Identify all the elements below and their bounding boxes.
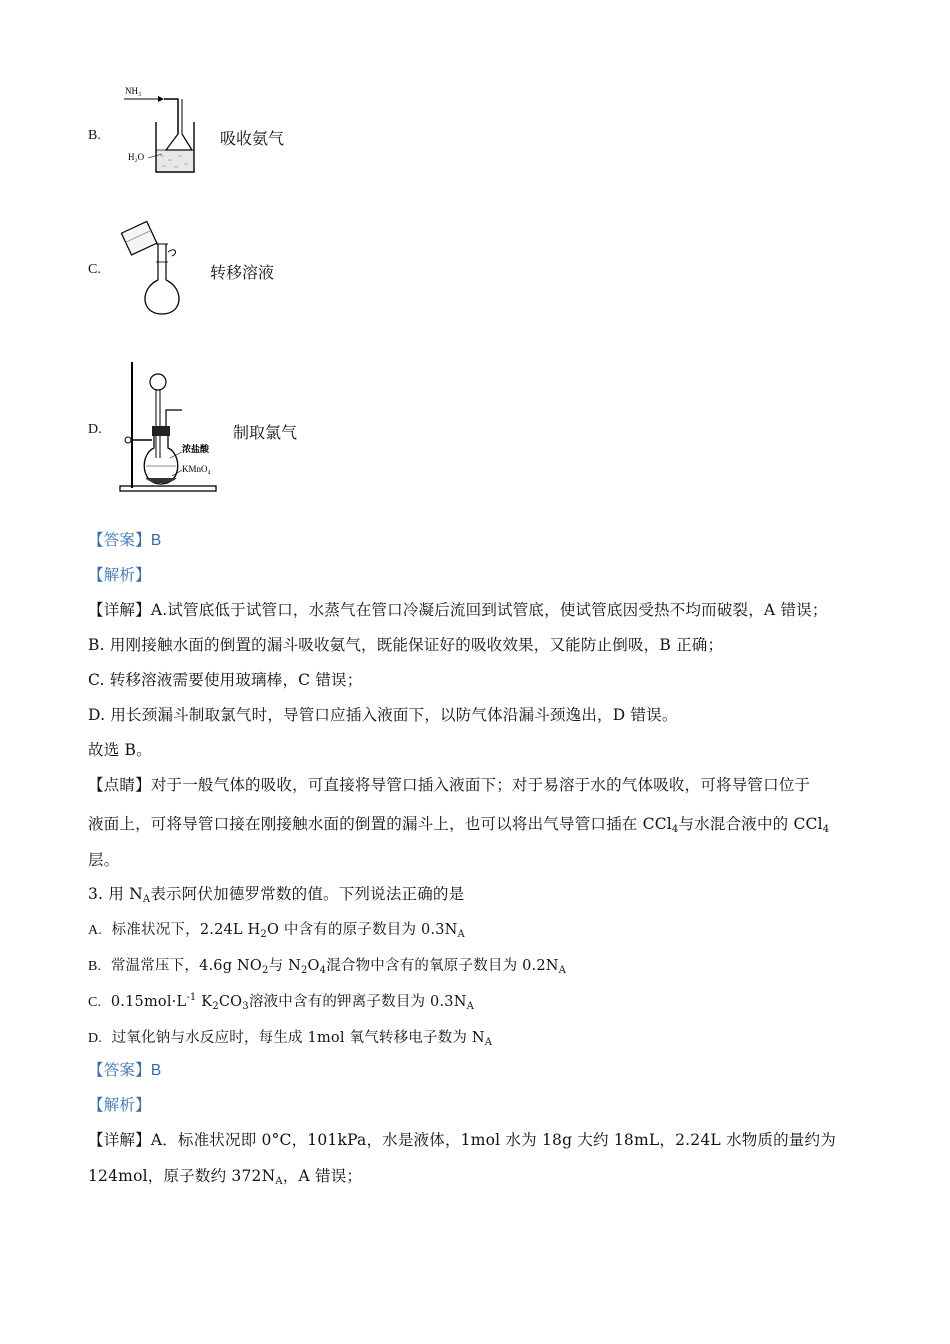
stem-b: 表示阿伏加德罗常数的值。下列说法正确的是 (150, 885, 465, 903)
q3-option-c (88, 990, 474, 1012)
stem-a: 3. 用 N (88, 885, 143, 903)
opt-a-text1: 标准状况下，2.24L H (111, 922, 261, 938)
figure-c-label: 转移溶液 (210, 263, 275, 282)
acid-label: 浓盐酸 (182, 445, 210, 455)
opt-a-sub1: 2 (260, 929, 267, 940)
q2-tip-line-3: 层。 (88, 851, 120, 869)
tip-text-2b: 与水混合液中的 CCl (678, 815, 823, 833)
q3-analysis-tag: 【解析】 (88, 1096, 151, 1114)
h2o-label: H₂O (128, 152, 145, 162)
opt-c-sub2: 3 (242, 1001, 249, 1012)
tip-text-2a: 液面上，可将导管口接在刚接触水面的倒置的漏斗上，也可以将出气导管口插在 CCl (88, 815, 672, 833)
option-letter-c: C. (88, 262, 101, 277)
opt-b-sub3: 4 (319, 965, 327, 976)
q2-detail-d: D. 用长颈漏斗制取氯气时，导管口应插入液面下，以防气体沿漏斗颈逸出，D 错误。 (88, 706, 678, 724)
opt-d-letter: D. (88, 1031, 103, 1046)
q3-detail-text-2b: ，A 错误； (282, 1167, 363, 1185)
tip-tag: 【点睛】 (88, 776, 151, 794)
opt-c-text1: 0.15mol·L (110, 994, 187, 1010)
opt-a-text2: O 中含有的原子数目为 0.3N (266, 922, 458, 938)
opt-d-sub1: A (484, 1037, 493, 1048)
q3-detail-line-2 (88, 1164, 362, 1187)
q2-tip-line-1 (88, 773, 810, 795)
volumetric-flask-figure (118, 218, 190, 318)
ammonia-absorption-figure (120, 82, 200, 178)
opt-c-sub1: 2 (212, 1001, 219, 1012)
q3-detail-tag: 【详解】 (88, 1131, 151, 1149)
opt-c-sup1: -1 (186, 992, 197, 1003)
tip-sub-2: 4 (822, 824, 830, 835)
opt-c-text3: CO (218, 994, 243, 1010)
q2-answer (88, 528, 161, 550)
opt-c-text2: K (196, 994, 213, 1010)
option-letter-b: B. (88, 128, 101, 143)
opt-b-text3: O (307, 958, 320, 974)
opt-b-text4: 混合物中含有的氧原子数目为 0.2N (326, 958, 559, 974)
figure-d-label: 制取氯气 (233, 423, 298, 442)
q3-answer-value: B (150, 1062, 162, 1079)
opt-d-text1: 过氧化钠与水反应时，每生成 1mol 氧气转移电子数为 N (111, 1030, 485, 1046)
opt-c-letter: C. (88, 995, 102, 1010)
q2-detail-a (88, 598, 828, 620)
q3-detail-sub: A (275, 1176, 283, 1187)
opt-b-sub2: 2 (300, 965, 308, 976)
opt-b-letter: B. (88, 959, 102, 974)
q3-option-d (88, 1026, 492, 1048)
q3-option-b (88, 954, 566, 976)
tip-text-1: 对于一般气体的吸收，可直接将导管口插入液面下；对于易溶于水的气体吸收，可将导管口位于 (150, 776, 811, 794)
q3-detail-text-1: A．标准状况即 0°C，101kPa，水是液体，1mol 水为 18g 大约 18mL，2.24L 水物质的量约为 (150, 1131, 836, 1149)
opt-c-text4: 溶液中含有的钾离子数目为 0.3N (248, 994, 467, 1010)
answer-value: B (150, 532, 162, 549)
q3-detail-line-1 (88, 1128, 836, 1150)
nh3-label: NH₃ (125, 86, 142, 96)
detail-a-text: A.试管底低于试管口，水蒸气在管口冷凝后流回到试管底，使试管底因受热不均而破裂，A 错误； (150, 601, 828, 619)
opt-b-sub4: A (558, 965, 567, 976)
opt-b-text1: 常温常压下，4.6g NO (110, 958, 263, 974)
q3-detail-text-2a: 124mol，原子数约 372N (88, 1167, 276, 1185)
opt-b-sub1: 2 (262, 965, 269, 976)
q3-option-a (88, 918, 465, 940)
answer-tag: 【答案】 (88, 531, 151, 549)
q2-conclusion: 故选 B。 (88, 741, 152, 759)
chlorine-apparatus-figure (112, 360, 236, 494)
q2-analysis-tag: 【解析】 (88, 566, 151, 584)
figure-b-label: 吸收氨气 (220, 129, 285, 148)
tip-sub-1: 4 (671, 824, 679, 835)
q2-detail-b: B. 用刚接触水面的倒置的漏斗吸收氨气，既能保证好的吸收效果，又能防止倒吸，B 正确； (88, 636, 724, 654)
q2-detail-c: C. 转移溶液需要使用玻璃棒，C 错误； (88, 671, 363, 689)
detail-tag: 【详解】 (88, 601, 151, 619)
q3-stem (88, 882, 464, 905)
opt-a-letter: A. (88, 923, 103, 938)
q3-answer-tag: 【答案】 (88, 1061, 151, 1079)
opt-c-sub3: A (466, 1001, 475, 1012)
q3-answer (88, 1058, 161, 1080)
opt-a-sub2: A (457, 929, 465, 940)
q2-tip-line-2 (88, 812, 829, 835)
stem-sub: A (142, 894, 151, 905)
opt-b-text2: 与 N (268, 958, 301, 974)
kmno4-label: KMnO₄ (182, 464, 211, 474)
option-letter-d: D. (88, 422, 102, 437)
